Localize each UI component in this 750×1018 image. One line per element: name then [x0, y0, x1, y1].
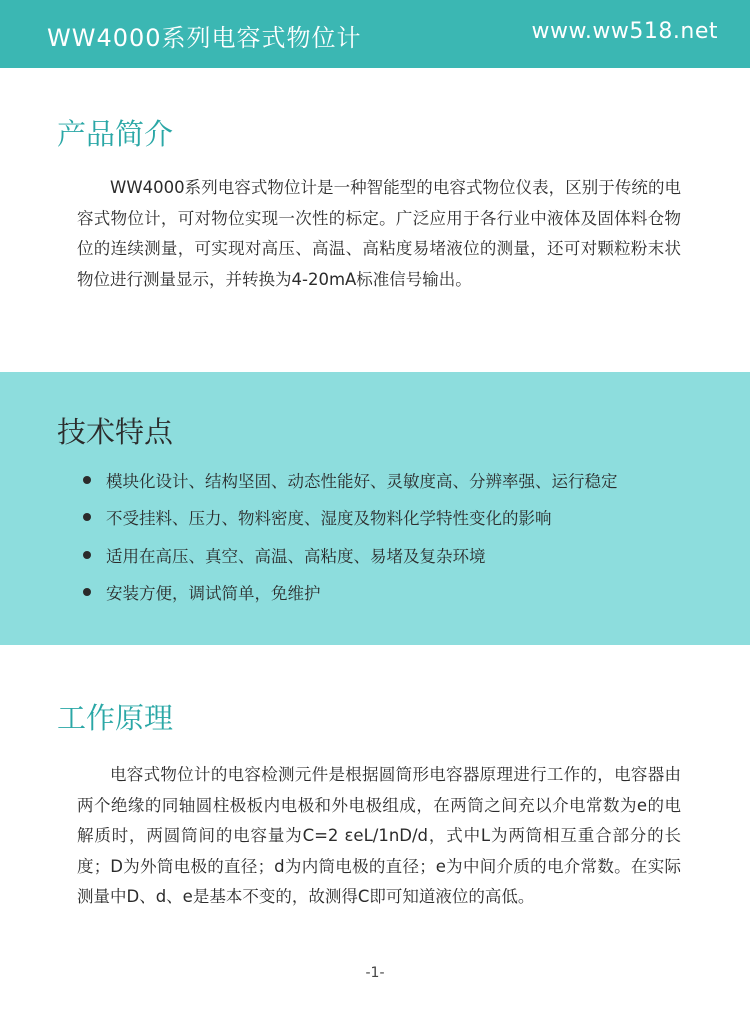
feature-item	[83, 461, 618, 499]
intro-paragraph: WW4000系列电容式物位计是一种智能型的电容式物位仪表，区别于传统的电容式物位计，可对物位实现一次性的标定。广泛应用于各行业中液体及固体料仓物位的连续测量，可实现对高压、高温、高粘度易堵液位的测量，还可对颗粒粉末状物位进行测量显示，并转换为4-20mA标准信号输出。	[77, 178, 681, 289]
feature-text: 安装方便，调试简单，免维护	[106, 584, 321, 604]
bullet-icon	[83, 588, 91, 596]
website-url: www.ww518.net	[531, 19, 718, 44]
page-number: -1-	[365, 965, 385, 981]
principle-paragraph: 电容式物位计的电容检测元件是根据圆筒形电容器原理进行工作的，电容器由两个绝缘的同轴圆柱极板内电极和外电极组成，在两筒之间充以介电常数为e的电解质时，两圆筒间的电容量为C=2 εeL/1nD/d，式中L为两筒相互重合部分的长度；D为外筒电极的直径；d为内筒电极的直径；e为中间介质的电介常数。在实际测量中D、d、e是基本不变的，故测得C即可知道液位的高低。	[77, 765, 681, 906]
feature-text: 模块化设计、结构坚固、动态性能好、灵敏度高、分辨率强、运行稳定	[106, 471, 618, 491]
bullet-icon	[83, 513, 91, 521]
principle-heading: 工作原理	[57, 701, 174, 735]
header-bar	[0, 0, 750, 68]
bullet-icon	[83, 476, 91, 484]
bullet-icon	[83, 551, 91, 559]
intro-heading: 产品简介	[57, 117, 174, 151]
feature-item	[83, 536, 618, 574]
features-heading: 技术特点	[57, 415, 174, 449]
features-list	[83, 461, 618, 611]
feature-item	[83, 574, 618, 612]
feature-text: 适用在高压、真空、高温、高粘度、易堵及复杂环境	[106, 546, 486, 566]
feature-item	[83, 499, 618, 537]
feature-text: 不受挂料、压力、物料密度、湿度及物料化学特性变化的影响	[106, 509, 552, 529]
document-title: WW4000系列电容式物位计	[47, 24, 362, 52]
